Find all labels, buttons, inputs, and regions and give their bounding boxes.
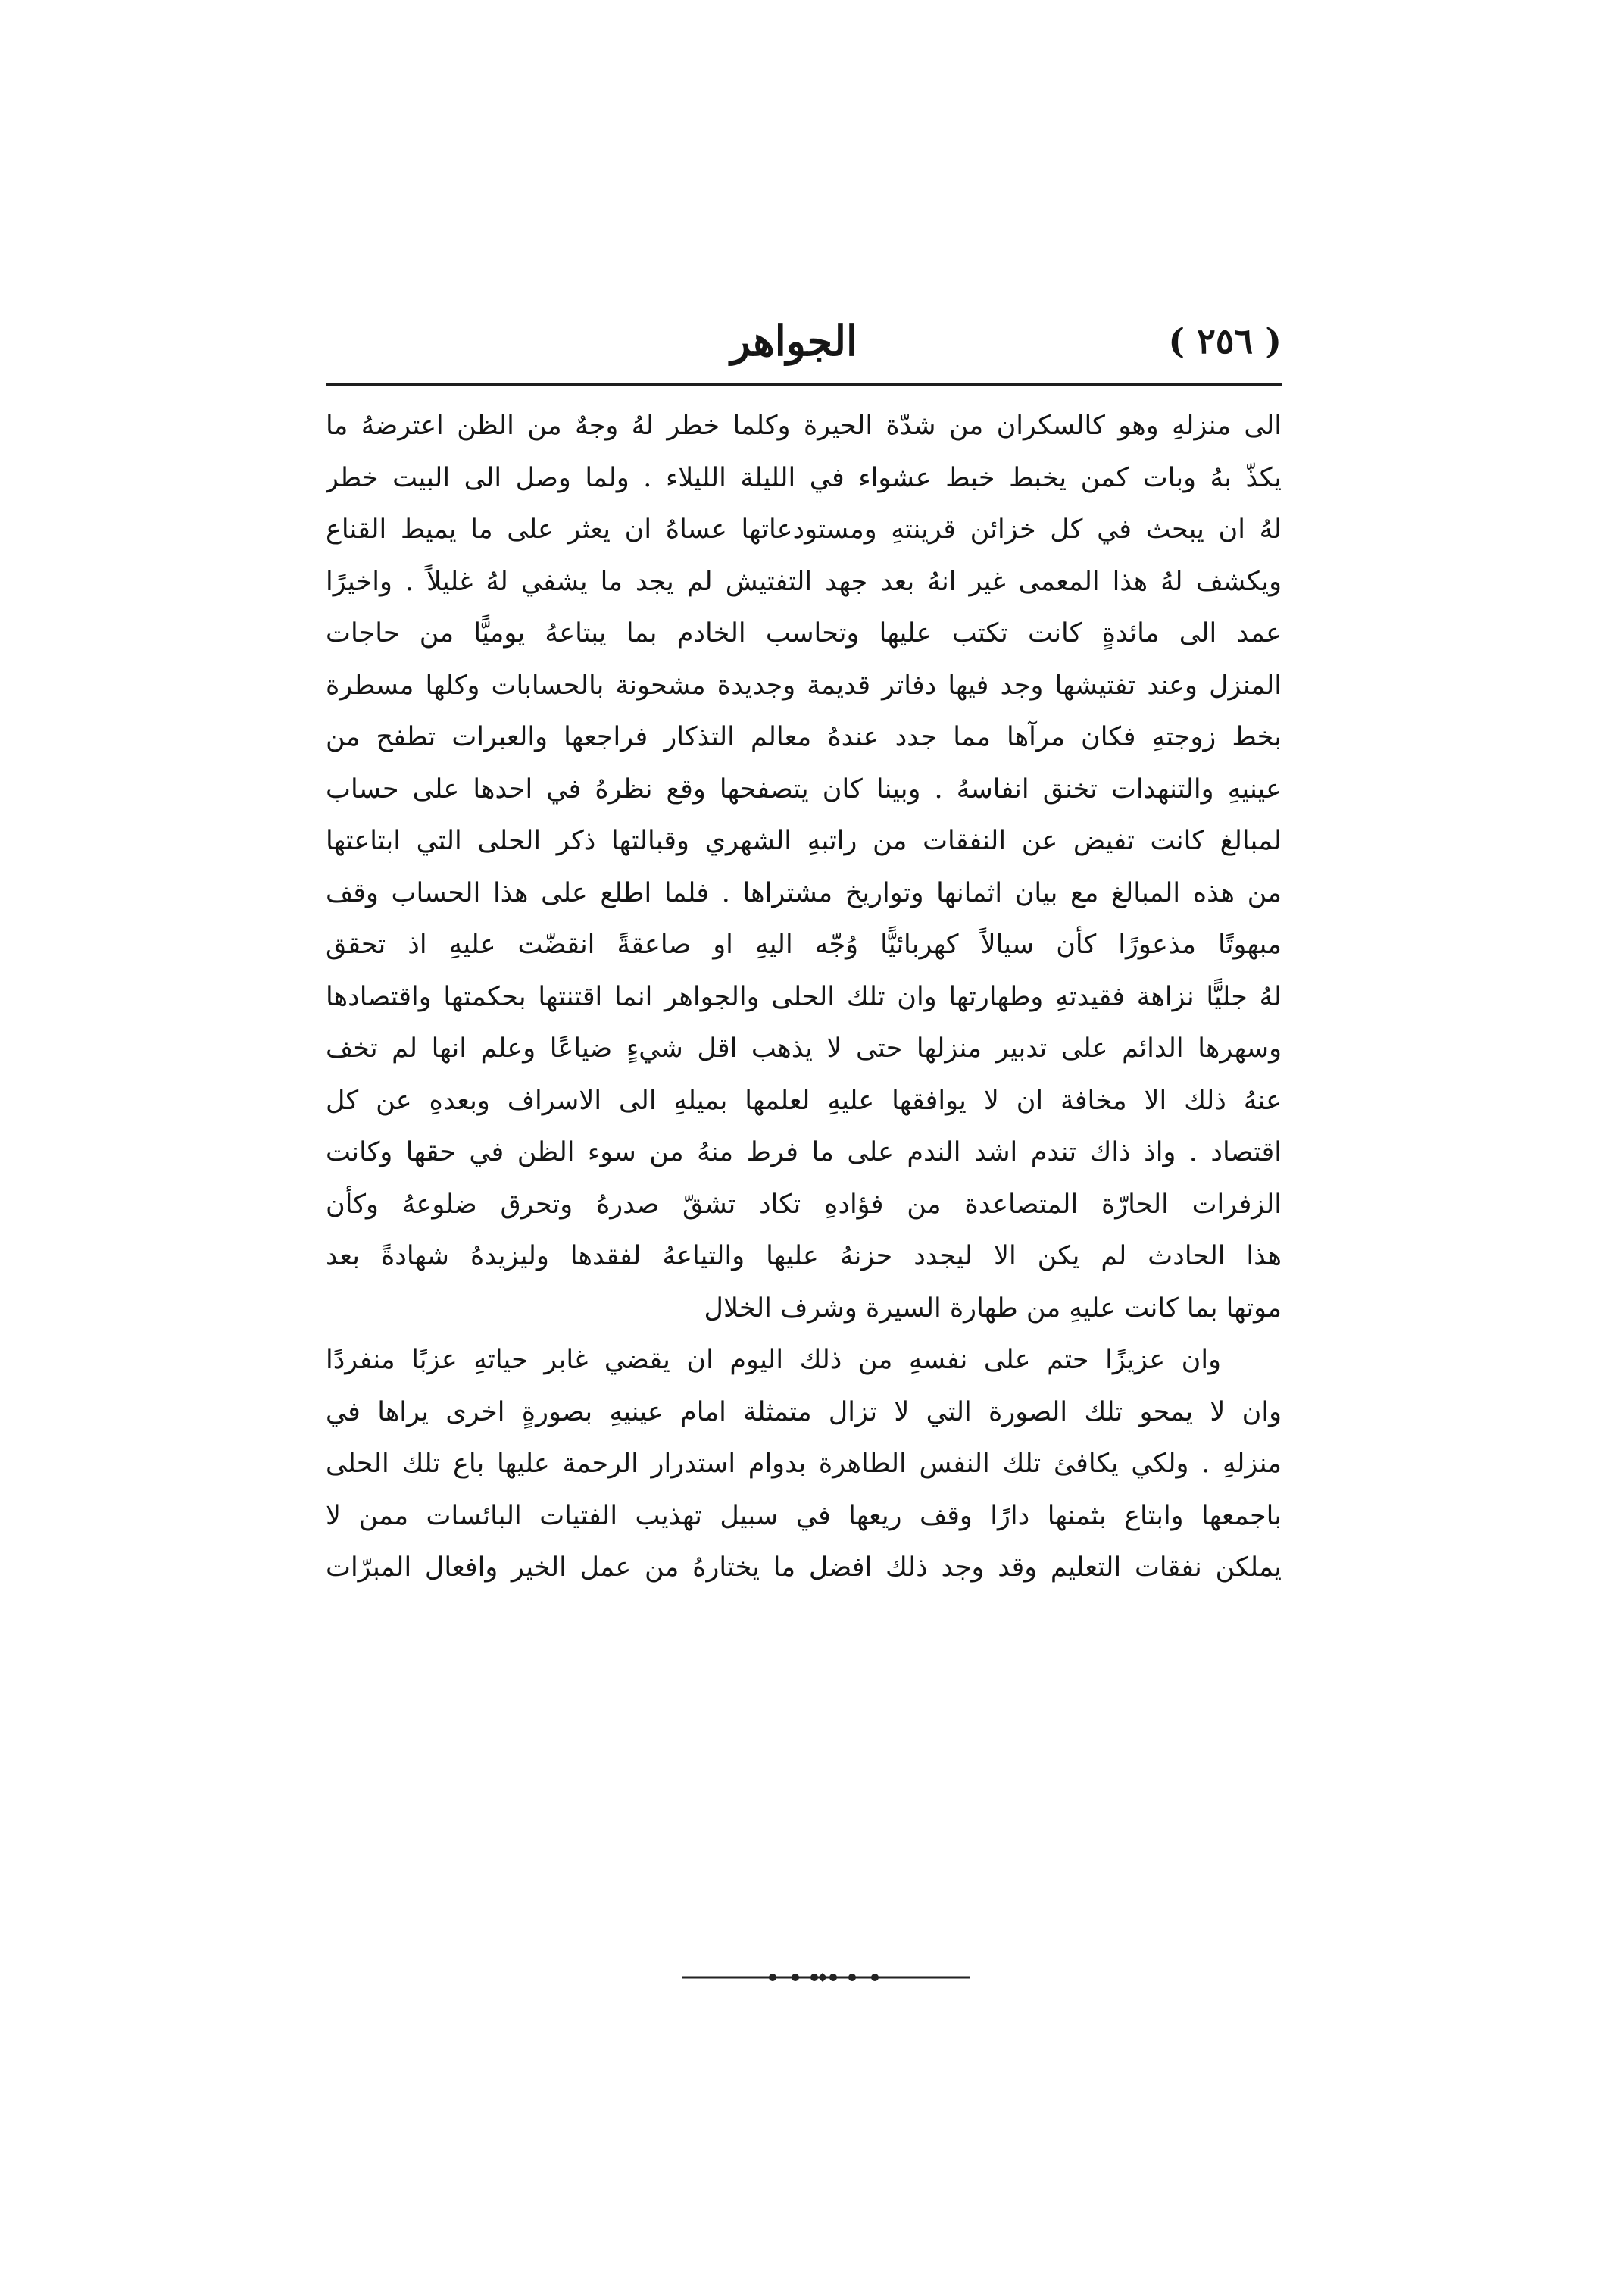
running-title: الجواهر: [730, 317, 857, 365]
text-line: ويكشف لهُ هذا المعمى غير انهُ بعد جهد التفتيش لم يجد ما يشفي لهُ غليلاً . واخيرًا: [326, 566, 1282, 597]
body-text: [326, 400, 1282, 1594]
text-line: عمد الى مائدةٍ كانت تكتب عليها وتحاسب الخادم بما يبتاعهُ يوميًّا من حاجات: [326, 618, 1282, 649]
end-ornament: [682, 1970, 970, 1985]
page-number: ( ٢٥٦ ): [1168, 320, 1282, 361]
text-line: المنزل وعند تفتيشها وجد فيها دفاتر قديمة وجديدة مشحونة بالحسابات وكلها مسطرة: [326, 670, 1282, 701]
text-line: باجمعها وابتاع بثمنها دارًا وقف ريعها في سبيل تهذيب الفتيات البائسات ممن لا: [326, 1500, 1282, 1531]
text-line: يكذّ بهُ وبات كمن يخبط خبط عشواء في الليلة الليلاء . ولما وصل الى البيت خطر: [326, 462, 1282, 493]
text-line: مبهوتًا مذعورًا كأن سيالاً كهربائيًّا وُجّه اليهِ او صاعقةً انقضّت عليهِ اذ تحقق: [326, 930, 1282, 960]
text-line: بخط زوجتهِ فكان مرآها مما جدد عندهُ معالم التذكار فراجعها والعبرات تطفح من: [326, 722, 1282, 752]
text-line: وان عزيزًا حتم على نفسهِ من ذلك اليوم ان يقضي غابر حياتهِ عزبًا منفردًا: [326, 1345, 1221, 1375]
text-line: عينيهِ والتنهدات تخنق انفاسهُ . وبينا كان يتصفحها وقع نظرهُ في احدها على حساب: [326, 774, 1282, 805]
text-line: عنهُ ذلك الا مخافة ان لا يوافقها عليهِ لعلمها بميلهِ الى الاسراف وبعدهِ عن كل: [326, 1085, 1282, 1116]
text-line: لهُ جليًّا نزاهة فقيدتهِ وطهارتها وان تلك الحلى والجواهر انما اقتنتها بحكمتها واقتصادها: [326, 981, 1282, 1012]
text-line: هذا الحادث لم يكن الا ليجدد حزنهُ عليها والتياعهُ لفقدها وليزيدهُ شهادةً بعد: [326, 1241, 1282, 1271]
text-line: الزفرات الحارّة المتصاعدة من فؤادهِ تكاد تشقّ صدرهُ وتحرق ضلوعهُ وكأن: [326, 1189, 1282, 1220]
text-line: الى منزلهِ وهو كالسكران من شدّة الحيرة وكلما خطر لهُ وجهٌ من الظن اعترضهُ ما: [326, 411, 1282, 441]
text-line: منزلهِ . ولكي يكافئ تلك النفس الطاهرة بدوام استدرار الرحمة عليها باع تلك الحلى: [326, 1449, 1282, 1479]
paragraph-2: [326, 1334, 1282, 1594]
page-header: [326, 311, 1282, 371]
text-line: اقتصاد . واذ ذاك تندم اشد الندم على ما فرط منهُ من سوء الظن في حقها وكانت: [326, 1137, 1282, 1167]
text-line: وسهرها الدائم على تدبير منزلها حتى لا يذهب اقل شيءٍ ضياعًا وعلم انها لم تخف: [326, 1033, 1282, 1064]
text-line: من هذه المبالغ مع بيان اثمانها وتواريخ مشتراها . فلما اطلع على هذا الحساب وقف: [326, 877, 1282, 908]
text-line: لمبالغ كانت تفيض عن النفقات من راتبهِ الشهري وقبالتها ذكر الحلى التي ابتاعتها: [326, 826, 1282, 856]
text-line: موتها بما كانت عليهِ من طهارة السيرة وشرف الخلال: [704, 1292, 1282, 1324]
text-line: يملكن نفقات التعليم وقد وجد ذلك افضل ما يختارهُ من عمل الخير وافعال المبرّات: [326, 1552, 1282, 1583]
text-line: لهُ ان يبحث في كل خزائن قرينتهِ ومستودعاتها عساهُ ان يعثر على ما يميط القناع: [326, 514, 1282, 545]
text-line: وان لا يمحو تلك الصورة التي لا تزال متمثلة امام عينيهِ بصورةٍ اخرى يراها في: [326, 1396, 1282, 1427]
paragraph-1: [326, 400, 1282, 1334]
header-rule: [326, 383, 1282, 386]
